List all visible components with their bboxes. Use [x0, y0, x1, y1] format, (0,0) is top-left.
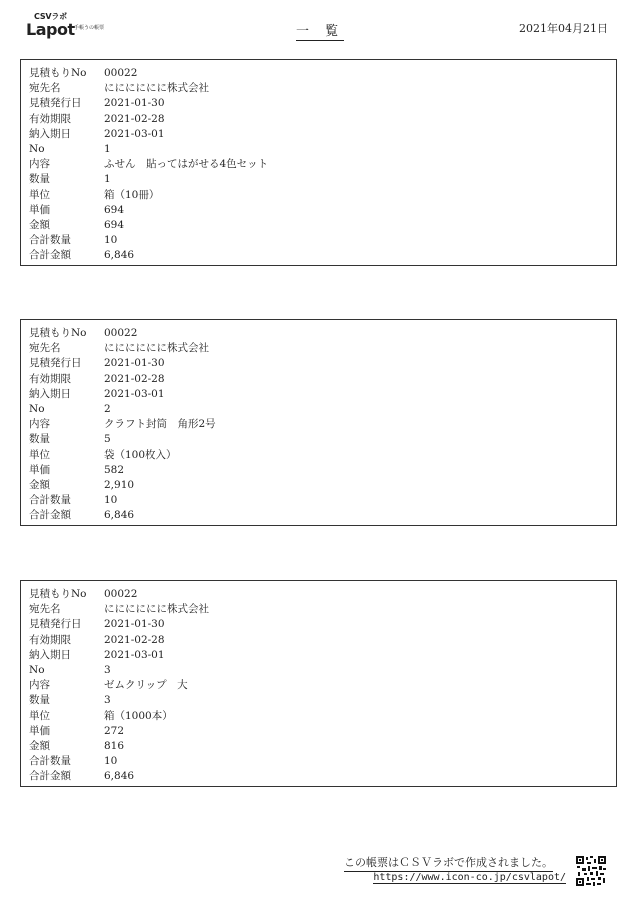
- field-value: 6,846: [104, 509, 135, 522]
- field-label: 単価: [29, 724, 50, 737]
- field-value: 6,846: [104, 770, 135, 783]
- field-label: 見積もりNo: [29, 327, 87, 339]
- field-label: 数量: [29, 694, 50, 707]
- record-row: [29, 769, 616, 784]
- record-row: [29, 417, 616, 432]
- footer-url[interactable]: https://www.icon-co.jp/csvlapot/: [373, 872, 566, 883]
- field-label: 金額: [29, 218, 50, 231]
- field-value: 2021-01-30: [104, 618, 165, 631]
- record-row: [29, 508, 616, 523]
- field-value: にににににに株式会社: [104, 342, 209, 355]
- field-label: 納入期日: [29, 387, 71, 400]
- field-label: 合計金額: [29, 249, 71, 262]
- field-value: 2021-02-28: [104, 633, 165, 646]
- record-row: [29, 248, 616, 263]
- record-row: [29, 326, 616, 341]
- record-card: [20, 319, 617, 526]
- field-label: 納入期日: [29, 648, 71, 661]
- record-row: [29, 448, 616, 463]
- field-value: 5: [104, 433, 111, 446]
- field-value: 10: [104, 755, 118, 768]
- field-value: 2021-01-30: [104, 97, 165, 110]
- record-row: [29, 81, 616, 96]
- field-label: 内容: [29, 158, 50, 171]
- field-label: 合計金額: [29, 770, 71, 783]
- field-value: 272: [104, 724, 125, 737]
- field-value: 2: [104, 402, 111, 415]
- record-row: [29, 127, 616, 142]
- field-label: 有効期限: [29, 633, 71, 646]
- record-row: [29, 709, 616, 724]
- field-value: にににににに株式会社: [104, 603, 209, 616]
- record-row: [29, 203, 616, 218]
- field-label: 単位: [29, 448, 50, 461]
- field-value: 10: [104, 494, 118, 507]
- record-row: [29, 112, 616, 127]
- record-row: [29, 463, 616, 478]
- field-label: 単位: [29, 709, 50, 722]
- field-value: 3: [104, 663, 111, 676]
- field-value: 2021-03-01: [104, 127, 165, 140]
- field-value: 3: [104, 694, 111, 707]
- record-row: [29, 157, 616, 172]
- field-label: 単位: [29, 188, 50, 201]
- record-row: [29, 587, 616, 602]
- record-row: [29, 188, 616, 203]
- page-date: 2021年04月21日: [519, 22, 608, 35]
- field-label: 合計金額: [29, 509, 71, 522]
- field-label: 納入期日: [29, 127, 71, 140]
- field-value: ふせん 貼ってはがせる4色セット: [104, 158, 269, 171]
- field-label: 有効期限: [29, 372, 71, 385]
- field-label: 見積発行日: [29, 618, 82, 631]
- field-value: 2021-03-01: [104, 387, 165, 400]
- field-label: No: [29, 663, 45, 676]
- footer-note: この帳票はＣＳＶラボで作成されました。: [344, 854, 553, 872]
- record-row: [29, 218, 616, 233]
- field-value: 2021-01-30: [104, 357, 165, 370]
- record-row: [29, 172, 616, 187]
- field-label: 金額: [29, 478, 50, 491]
- field-value: 00022: [104, 327, 138, 339]
- record-row: [29, 693, 616, 708]
- logo-top-text: CSVラボ: [34, 12, 67, 21]
- field-value: 箱（10冊）: [104, 188, 160, 201]
- record-row: [29, 233, 616, 248]
- field-label: 宛先名: [29, 82, 61, 95]
- field-label: 合計数量: [29, 494, 71, 507]
- logo-main-text: Lapot: [26, 20, 75, 39]
- record-row: [29, 663, 616, 678]
- field-label: 単価: [29, 203, 50, 216]
- page-title: 一 覧: [296, 20, 344, 41]
- field-value: ゼムクリップ 大: [104, 679, 188, 692]
- field-label: 数量: [29, 173, 50, 186]
- field-value: 694: [104, 218, 125, 231]
- record-row: [29, 617, 616, 632]
- field-value: 582: [104, 463, 125, 476]
- record-row: [29, 739, 616, 754]
- record-row: [29, 432, 616, 447]
- field-label: 合計数量: [29, 234, 71, 247]
- field-label: 合計数量: [29, 755, 71, 768]
- field-value: クラフト封筒 角形2号: [104, 418, 216, 431]
- logo: [26, 10, 105, 40]
- record-row: [29, 633, 616, 648]
- field-value: 816: [104, 739, 125, 752]
- record-row: [29, 402, 616, 417]
- record-row: [29, 602, 616, 617]
- field-label: 数量: [29, 433, 50, 446]
- field-value: 00022: [104, 588, 138, 600]
- field-value: 箱（1000本）: [104, 709, 173, 722]
- field-value: 00022: [104, 67, 138, 79]
- record-row: [29, 66, 616, 81]
- record-row: [29, 724, 616, 739]
- field-label: 見積もりNo: [29, 588, 87, 600]
- record-row: [29, 341, 616, 356]
- field-value: 2021-03-01: [104, 648, 165, 661]
- field-label: 内容: [29, 418, 50, 431]
- field-value: 袋（100枚入）: [104, 448, 177, 461]
- field-label: No: [29, 142, 45, 155]
- record-row: [29, 372, 616, 387]
- field-label: 見積発行日: [29, 97, 82, 110]
- field-value: 694: [104, 203, 125, 216]
- field-value: 10: [104, 234, 118, 247]
- record-row: [29, 356, 616, 371]
- field-label: 金額: [29, 739, 50, 752]
- field-label: 有効期限: [29, 112, 71, 125]
- record-row: [29, 754, 616, 769]
- record-row: [29, 493, 616, 508]
- record-row: [29, 648, 616, 663]
- field-value: 2021-02-28: [104, 372, 165, 385]
- field-label: 見積もりNo: [29, 67, 87, 79]
- record-row: [29, 96, 616, 111]
- field-label: No: [29, 402, 45, 415]
- field-label: 宛先名: [29, 342, 61, 355]
- field-label: 単価: [29, 463, 50, 476]
- field-label: 見積発行日: [29, 357, 82, 370]
- field-label: 宛先名: [29, 603, 61, 616]
- record-row: [29, 142, 616, 157]
- record-card: [20, 59, 617, 266]
- field-label: 内容: [29, 679, 50, 692]
- record-row: [29, 678, 616, 693]
- field-value: 6,846: [104, 249, 135, 262]
- logo-tagline: 手帳うの帳票: [74, 25, 105, 31]
- record-card: [20, 580, 617, 787]
- field-value: 1: [104, 142, 111, 155]
- qr-code-icon: [576, 856, 606, 886]
- record-row: [29, 478, 616, 493]
- field-value: にににににに株式会社: [104, 82, 209, 95]
- field-value: 2,910: [104, 478, 135, 491]
- field-value: 2021-02-28: [104, 112, 165, 125]
- record-row: [29, 387, 616, 402]
- field-value: 1: [104, 173, 111, 186]
